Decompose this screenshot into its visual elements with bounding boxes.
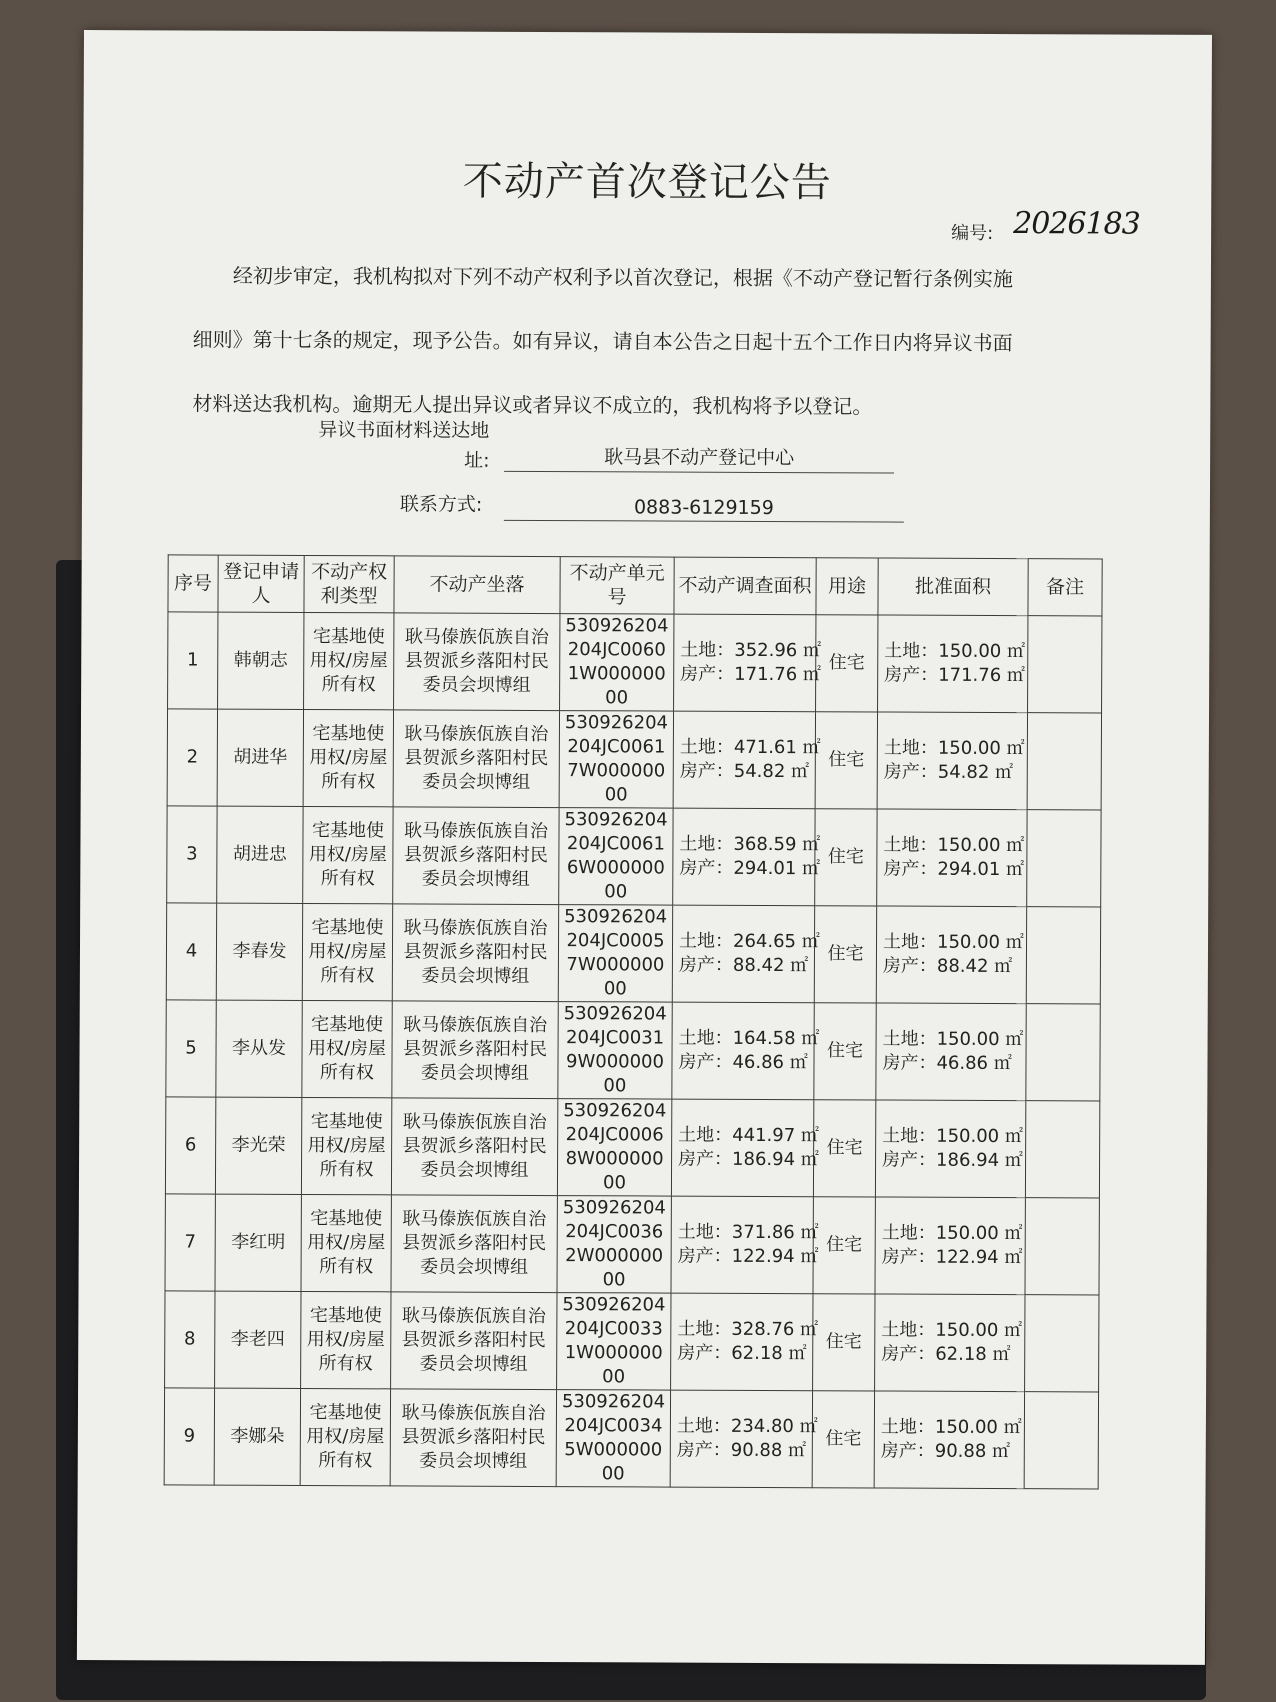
cell-right-type: 宅基地使用权/房屋所有权: [300, 1388, 390, 1485]
cell-approved-area: [876, 1003, 1026, 1101]
cell-remark: [1025, 1101, 1099, 1198]
cell-approved-area: [875, 1197, 1025, 1295]
approved-land: 土地：150.00 ㎡: [882, 1125, 1023, 1148]
cell-applicant: 胡进忠: [217, 806, 303, 903]
header-unit-no: 不动产单元号: [560, 557, 674, 614]
table-row: [168, 612, 1102, 713]
cell-survey-area: [670, 1390, 818, 1488]
cell-approved-area: [877, 809, 1027, 907]
cell-applicant: 李从发: [216, 1000, 302, 1097]
cell-use: 住宅: [815, 712, 877, 809]
cell-location: 耿马傣族佤族自治县贺派乡落阳村民委员会坝博组: [390, 1389, 556, 1487]
contact-value: 0883-6129159: [504, 496, 904, 523]
cell-unit-no: 530926204204JC00057W00000000: [558, 905, 672, 1002]
cell-applicant: 李老四: [215, 1291, 301, 1388]
cell-remark: [1025, 1198, 1099, 1295]
cell-no: 3: [167, 806, 217, 903]
cell-unit-no: 530926204204JC00331W00000000: [557, 1293, 671, 1390]
cell-right-type: 宅基地使用权/房屋所有权: [301, 1194, 391, 1291]
survey-land: 土地：234.80 ㎡: [676, 1415, 818, 1438]
objection-address-label-1: 异议书面材料送达地: [318, 419, 490, 442]
cell-location: 耿马傣族佤族自治县贺派乡落阳村民委员会坝博组: [392, 904, 558, 1002]
cell-use: 住宅: [813, 1100, 875, 1197]
cell-use: 住宅: [814, 1003, 876, 1100]
table-row: [166, 903, 1100, 1004]
cell-remark: [1026, 907, 1100, 1004]
cell-applicant: 胡进华: [217, 709, 303, 806]
cell-no: 9: [164, 1388, 214, 1485]
header-right-type: 不动产权利类型: [304, 555, 394, 612]
cell-approved-area: [878, 615, 1028, 713]
cell-remark: [1026, 1004, 1100, 1101]
table-row: [165, 1291, 1099, 1392]
header-survey-area: 不动产调查面积: [674, 557, 816, 615]
approved-land: 土地：150.00 ㎡: [881, 1319, 1023, 1342]
approved-house: 房产：62.18 ㎡: [881, 1343, 1011, 1366]
cell-use: 住宅: [814, 906, 876, 1003]
survey-land: 土地：328.76 ㎡: [677, 1318, 819, 1341]
table-row: [167, 709, 1101, 810]
survey-land: 土地：264.65 ㎡: [678, 930, 820, 953]
cell-survey-area: [672, 905, 820, 1003]
survey-house: 房产：122.94 ㎡: [677, 1245, 819, 1268]
cell-no: 1: [168, 612, 218, 709]
paragraph-line-1: 经初步审定，我机构拟对下列不动产权利予以首次登记，根据《不动产登记暂行条例实施: [232, 263, 1013, 292]
serial-label: 编号:: [951, 222, 994, 244]
cell-use: 住宅: [812, 1391, 874, 1488]
survey-house: 房产：46.86 ㎡: [678, 1051, 808, 1074]
approved-house: 房产：122.94 ㎡: [881, 1246, 1023, 1269]
notice-title: 不动产首次登记公告: [462, 158, 832, 207]
survey-land: 土地：471.61 ㎡: [679, 736, 821, 759]
cell-applicant: 李娜朵: [214, 1388, 300, 1485]
cell-no: 2: [167, 709, 217, 806]
cell-right-type: 宅基地使用权/房屋所有权: [303, 709, 393, 806]
serial-handwritten: 2026183: [1013, 206, 1140, 242]
cell-remark: [1027, 810, 1101, 907]
cell-survey-area: [671, 1293, 819, 1391]
approved-house: 房产：294.01 ㎡: [883, 858, 1025, 881]
header-use: 用途: [816, 558, 878, 615]
cell-survey-area: [673, 711, 821, 809]
cell-location: 耿马傣族佤族自治县贺派乡落阳村民委员会坝博组: [391, 1098, 557, 1196]
survey-house: 房产：62.18 ㎡: [677, 1342, 807, 1365]
approved-land: 土地：150.00 ㎡: [882, 1028, 1024, 1051]
cell-applicant: 李光荣: [215, 1097, 301, 1194]
cell-use: 住宅: [816, 615, 878, 712]
approved-land: 土地：150.00 ㎡: [882, 931, 1024, 954]
cell-location: 耿马傣族佤族自治县贺派乡落阳村民委员会坝博组: [393, 807, 559, 905]
survey-land: 土地：441.97 ㎡: [678, 1124, 819, 1147]
cell-survey-area: [671, 1099, 819, 1197]
table-row: [167, 806, 1101, 907]
cell-survey-area: [674, 614, 822, 712]
approved-house: 房产：46.86 ㎡: [882, 1052, 1012, 1075]
cell-approved-area: [874, 1391, 1024, 1489]
cell-location: 耿马傣族佤族自治县贺派乡落阳村民委员会坝博组: [391, 1195, 557, 1293]
survey-house: 房产：186.94 ㎡: [678, 1148, 819, 1171]
table-row: [166, 1000, 1100, 1101]
cell-approved-area: [876, 906, 1026, 1004]
survey-house: 房产：171.76 ㎡: [680, 663, 821, 686]
cell-right-type: 宅基地使用权/房屋所有权: [301, 1291, 391, 1388]
cell-survey-area: [673, 808, 821, 906]
approved-house: 房产：171.76 ㎡: [884, 664, 1025, 687]
notice-paper: [77, 30, 1212, 1665]
cell-no: 7: [165, 1194, 215, 1291]
cell-unit-no: 530926204204JC00616W00000000: [559, 808, 673, 905]
approved-land: 土地：150.00 ㎡: [883, 834, 1025, 857]
objection-address-value: 耿马县不动产登记中心: [504, 442, 894, 474]
cell-applicant: 李红明: [215, 1194, 301, 1291]
table-row: [165, 1097, 1099, 1198]
cell-unit-no: 530926204204JC00319W00000000: [558, 1002, 672, 1099]
cell-right-type: 宅基地使用权/房屋所有权: [304, 612, 394, 709]
survey-house: 房产：90.88 ㎡: [676, 1439, 807, 1462]
cell-unit-no: 530926204204JC00617W00000000: [559, 711, 673, 808]
header-no: 序号: [168, 555, 218, 612]
approved-house: 房产：54.82 ㎡: [883, 761, 1014, 784]
cell-no: 5: [166, 1000, 216, 1097]
registration-table: [164, 554, 1103, 1489]
header-approved-area: 批准面积: [878, 558, 1028, 616]
cell-survey-area: [671, 1196, 819, 1294]
cell-unit-no: 530926204204JC00345W00000000: [556, 1390, 670, 1487]
cell-remark: [1027, 713, 1101, 810]
cell-remark: [1025, 1295, 1099, 1392]
cell-remark: [1028, 616, 1102, 713]
survey-land: 土地：164.58 ㎡: [678, 1027, 820, 1050]
survey-house: 房产：54.82 ㎡: [679, 760, 810, 783]
cell-unit-no: 530926204204JC00068W00000000: [557, 1099, 671, 1196]
table-header-row: [168, 555, 1102, 616]
cell-applicant: 韩朝志: [218, 612, 304, 709]
cell-applicant: 李春发: [216, 903, 302, 1000]
cell-approved-area: [877, 712, 1027, 810]
cell-right-type: 宅基地使用权/房屋所有权: [303, 806, 393, 903]
contact-label: 联系方式:: [399, 493, 483, 516]
cell-right-type: 宅基地使用权/房屋所有权: [301, 1097, 391, 1194]
survey-land: 土地：352.96 ㎡: [680, 639, 822, 662]
cell-location: 耿马傣族佤族自治县贺派乡落阳村民委员会坝博组: [394, 613, 560, 711]
table-row: [165, 1194, 1099, 1295]
cell-remark: [1024, 1392, 1098, 1489]
approved-land: 土地：150.00 ㎡: [883, 737, 1025, 760]
header-remark: 备注: [1028, 559, 1102, 616]
approved-land: 土地：150.00 ㎡: [881, 1222, 1023, 1245]
cell-use: 住宅: [815, 809, 877, 906]
cell-no: 4: [166, 903, 216, 1000]
cell-approved-area: [875, 1294, 1025, 1392]
approved-land: 土地：150.00 ㎡: [884, 640, 1026, 663]
cell-unit-no: 530926204204JC00362W00000000: [557, 1196, 671, 1293]
header-applicant: 登记申请人: [218, 555, 304, 612]
header-location: 不动产坐落: [394, 556, 560, 614]
cell-use: 住宅: [813, 1197, 875, 1294]
approved-house: 房产：186.94 ㎡: [882, 1149, 1023, 1172]
cell-no: 8: [165, 1291, 215, 1388]
objection-address-label-2: 址:: [464, 449, 490, 472]
cell-use: 住宅: [813, 1294, 875, 1391]
survey-land: 土地：368.59 ㎡: [679, 833, 821, 856]
cell-survey-area: [672, 1002, 820, 1100]
approved-house: 房产：88.42 ㎡: [882, 955, 1013, 978]
table-row: [164, 1388, 1098, 1489]
survey-land: 土地：371.86 ㎡: [677, 1221, 819, 1244]
survey-house: 房产：88.42 ㎡: [678, 954, 809, 977]
cell-unit-no: 530926204204JC00601W00000000: [560, 614, 674, 711]
cell-approved-area: [875, 1100, 1025, 1198]
cell-location: 耿马傣族佤族自治县贺派乡落阳村民委员会坝博组: [391, 1292, 557, 1390]
cell-no: 6: [165, 1097, 215, 1194]
approved-land: 土地：150.00 ㎡: [880, 1416, 1022, 1439]
paragraph-line-2: 细则》第十七条的规定，现予公告。如有异议，请自本公告之日起十五个工作日内将异议书面: [192, 327, 1013, 356]
approved-house: 房产：90.88 ㎡: [880, 1440, 1011, 1463]
paragraph-line-3: 材料送达我机构。逾期无人提出异议或者异议不成立的，我机构将予以登记。: [192, 391, 873, 419]
cell-right-type: 宅基地使用权/房屋所有权: [302, 903, 392, 1000]
cell-location: 耿马傣族佤族自治县贺派乡落阳村民委员会坝博组: [393, 710, 559, 808]
survey-house: 房产：294.01 ㎡: [679, 857, 821, 880]
cell-right-type: 宅基地使用权/房屋所有权: [302, 1000, 392, 1097]
cell-location: 耿马傣族佤族自治县贺派乡落阳村民委员会坝博组: [392, 1001, 558, 1099]
